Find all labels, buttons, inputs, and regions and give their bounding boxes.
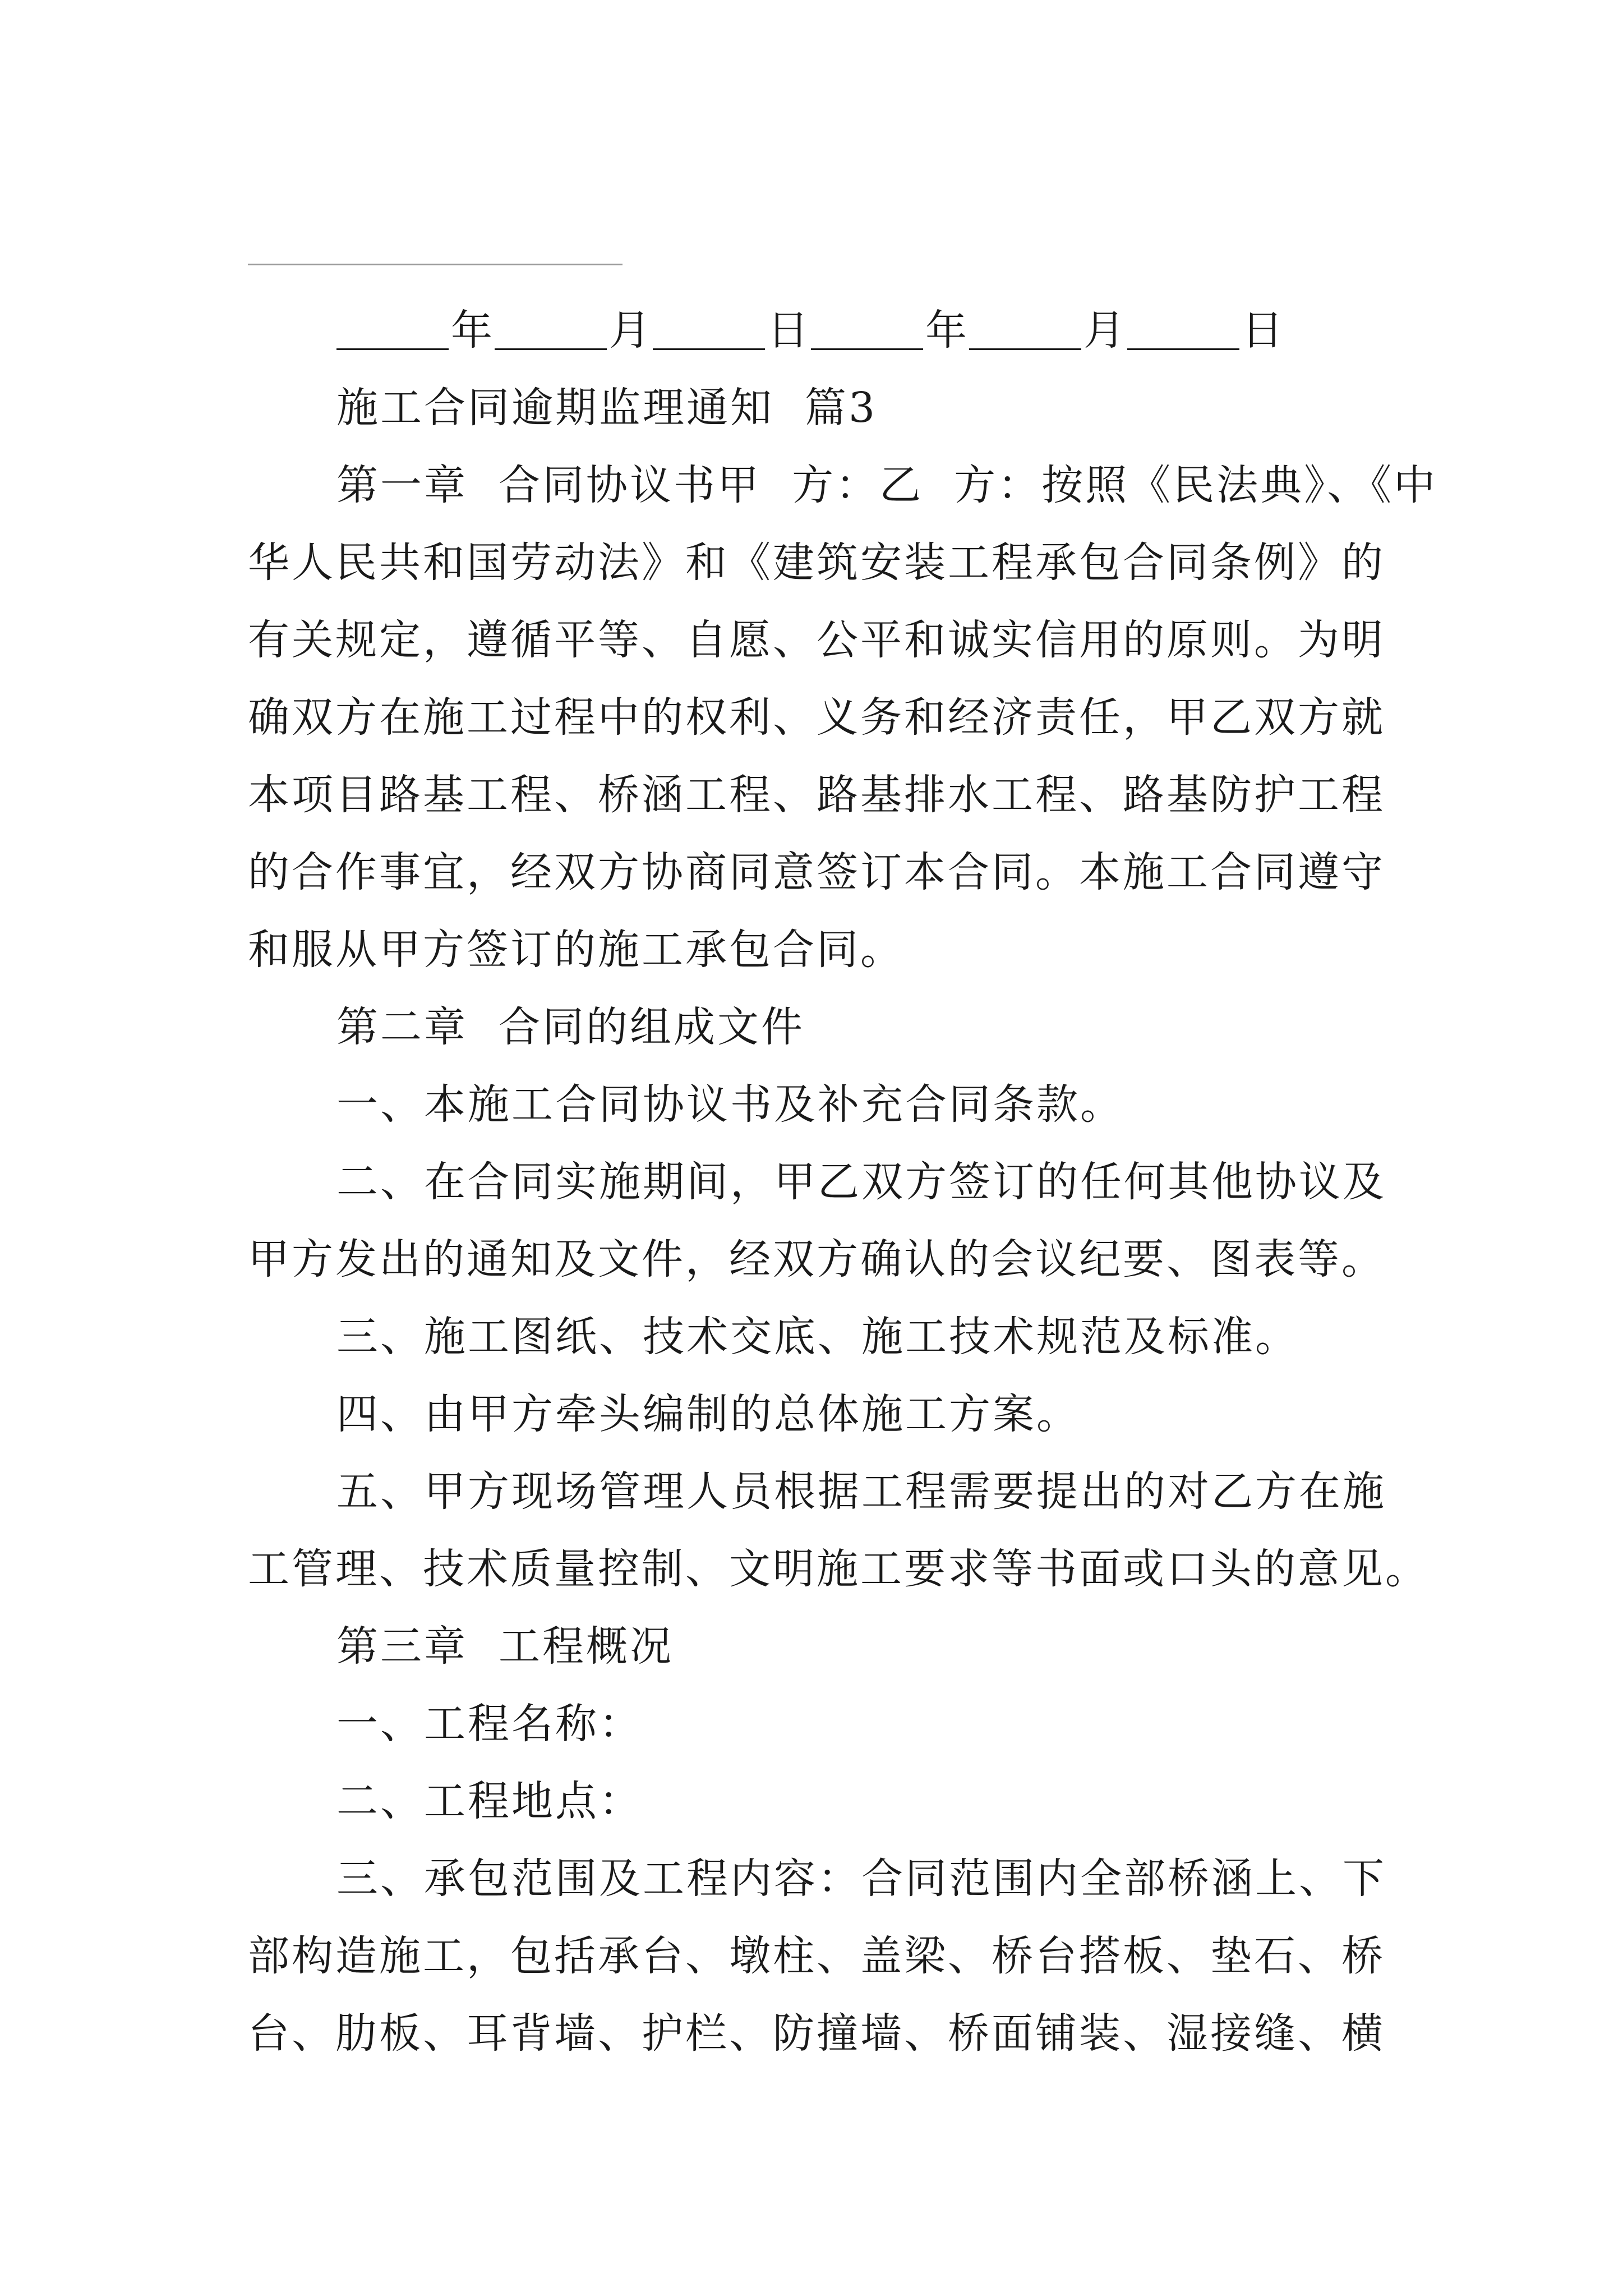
text-line: 五、甲方现场管理人员根据工程需要提出的对乙方在施 [336, 1467, 1386, 1516]
text-line: 第一章 合同协议书甲 方：乙 方：按照《民法典》、《中 [336, 461, 1438, 509]
text-line: 华人民共和国劳动法》和《建筑安装工程承包合同条例》的 [248, 539, 1385, 587]
date-unit: 日 [767, 306, 809, 355]
body-text [248, 447, 1438, 2072]
text-line: 甲方发出的通知及文件，经双方确认的会议纪要、图表等。 [248, 1235, 1385, 1283]
date-blank [495, 311, 607, 350]
text-line: 一、工程名称： [336, 1700, 643, 1748]
text-line: 三、施工图纸、技术交底、施工技术规范及标准。 [336, 1313, 1299, 1361]
section-title: 施工合同逾期监理通知 篇3 [336, 384, 878, 432]
date-unit: 日 [1242, 306, 1283, 355]
date-unit: 月 [1083, 306, 1125, 355]
text-line: 第二章 合同的组成文件 [336, 1003, 805, 1051]
text-line: 工管理、技术质量控制、文明施工要求等书面或口头的意见。 [248, 1545, 1429, 1593]
date-unit: 年 [451, 306, 492, 355]
text-line: 一、本施工合同协议书及补充合同条款。 [336, 1080, 1124, 1129]
text-line: 有关规定，遵循平等、自愿、公平和诚实信用的原则。为明 [248, 616, 1385, 664]
top-divider-line [248, 264, 623, 265]
text-line: 四、由甲方牵头编制的总体施工方案。 [336, 1390, 1080, 1438]
date-blank [653, 311, 765, 350]
document-body [248, 292, 1438, 2072]
text-line: 台、肋板、耳背墙、护栏、防撞墙、桥面铺装、湿接缝、横 [248, 2009, 1385, 2058]
date-unit: 年 [925, 306, 967, 355]
date-blank [1127, 311, 1239, 350]
date-blank [969, 311, 1081, 350]
text-line: 部构造施工，包括承台、墩柱、盖梁、桥台搭板、垫石、桥 [248, 1932, 1385, 1980]
text-line: 二、工程地点： [336, 1777, 643, 1825]
text-line: 确双方在施工过程中的权利、义务和经济责任，甲乙双方就 [248, 693, 1385, 742]
text-line: 第三章 工程概况 [336, 1622, 674, 1671]
text-line: 和服从甲方签订的施工承包合同。 [248, 926, 904, 974]
signature-date-line [248, 292, 1403, 369]
text-line: 的合作事宜，经双方协商同意签订本合同。本施工合同遵守 [248, 848, 1385, 896]
date-blank [811, 311, 923, 350]
text-line: 本项目路基工程、桥涵工程、路基排水工程、路基防护工程 [248, 771, 1385, 819]
date-blank [336, 311, 449, 350]
date-unit: 月 [609, 306, 651, 355]
text-line: 二、在合同实施期间，甲乙双方签订的任何其他协议及 [336, 1158, 1386, 1206]
text-line: 三、承包范围及工程内容：合同范围内全部桥涵上、下 [336, 1855, 1386, 1903]
